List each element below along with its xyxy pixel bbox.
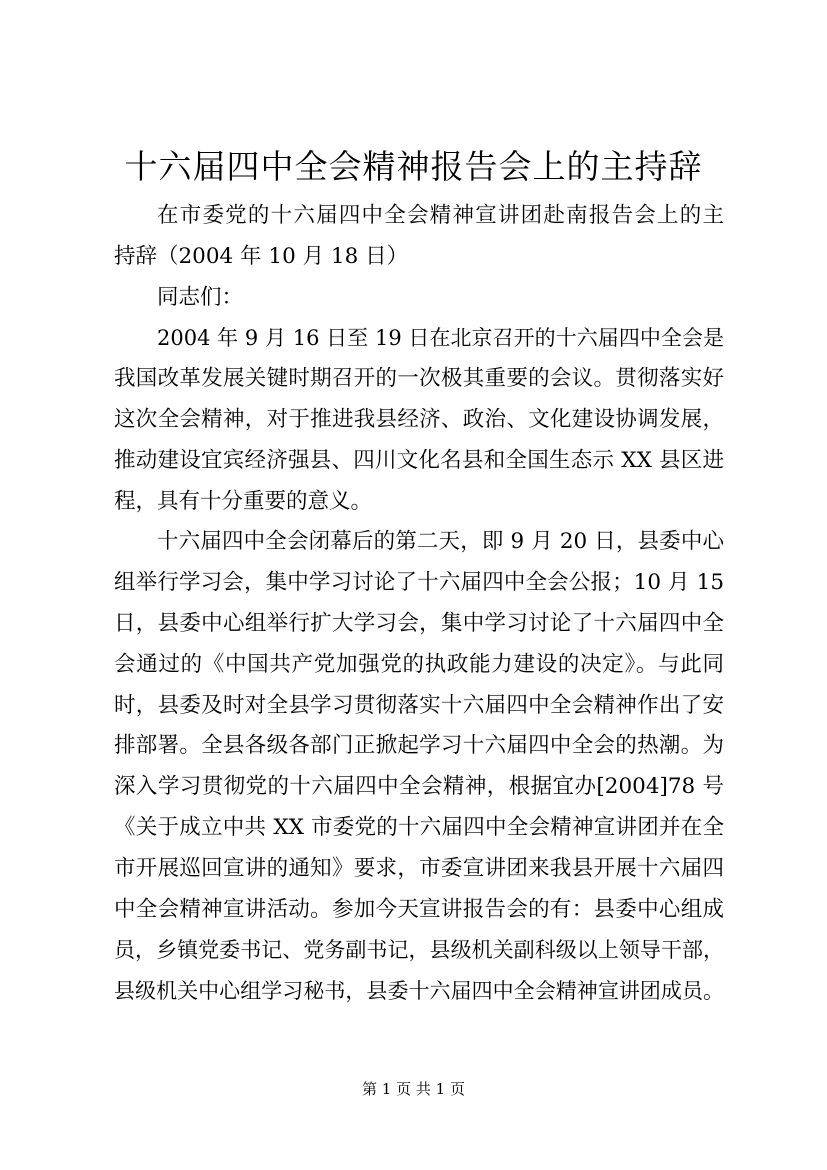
text-line: 时，县委及时对全县学习贯彻落实十六届四中全会精神作出了安 (114, 692, 724, 718)
page-footer: 第 1 页 共 1 页 (362, 1080, 465, 1098)
text-line: 深入学习贯彻党的十六届四中全会精神，根据宜办[2004]78 号 (114, 774, 724, 800)
document-body (114, 196, 724, 1012)
text-line: 会通过的《中国共产党加强党的执政能力建设的决定》。与此同 (114, 651, 724, 677)
text-line: 排部署。全县各级各部门正掀起学习十六届四中全会的热潮。为 (114, 733, 724, 759)
text-line: 县级机关中心组学习秘书，县委十六届四中全会精神宣讲团成员。 (114, 979, 724, 1004)
document-title: 十六届四中全会精神报告会上的主持辞 (124, 147, 703, 186)
text-line: 这次全会精神，对于推进我县经济、政治、文化建设协调发展， (114, 406, 724, 432)
text-line: 持辞（2004 年 10 月 18 日） (114, 243, 409, 269)
text-line: 十六届四中全会闭幕后的第二天，即 9 月 20 日，县委中心 (157, 529, 724, 555)
text-line: 在市委党的十六届四中全会精神宣讲团赴南报告会上的主 (157, 203, 724, 228)
text-line: 《关于成立中共 XX 市委党的十六届四中全会精神宣讲团并在全 (114, 814, 724, 840)
text-line: 2004 年 9 月 16 日至 19 日在北京召开的十六届四中全会是 (157, 326, 724, 351)
text-line: 我国改革发展关键时期召开的一次极其重要的会议。贯彻落实好 (114, 366, 724, 392)
text-line: 市开展巡回宣讲的通知》要求，市委宣讲团来我县开展十六届四 (114, 855, 724, 881)
text-line: 日，县委中心组举行扩大学习会，集中学习讨论了十六届四中全 (114, 610, 724, 636)
text-line: 同志们： (157, 284, 244, 310)
text-line: 组举行学习会，集中学习讨论了十六届四中全会公报；10 月 15 (114, 570, 724, 596)
text-line: 推动建设宜宾经济强县、四川文化名县和全国生态示 XX 县区进 (114, 447, 724, 473)
text-line: 员，乡镇党委书记、党务副书记，县级机关副科级以上领导干部， (114, 938, 724, 963)
text-line: 中全会精神宣讲活动。参加今天宣讲报告会的有：县委中心组成 (114, 896, 724, 922)
text-line: 程，具有十分重要的意义。 (114, 488, 373, 514)
